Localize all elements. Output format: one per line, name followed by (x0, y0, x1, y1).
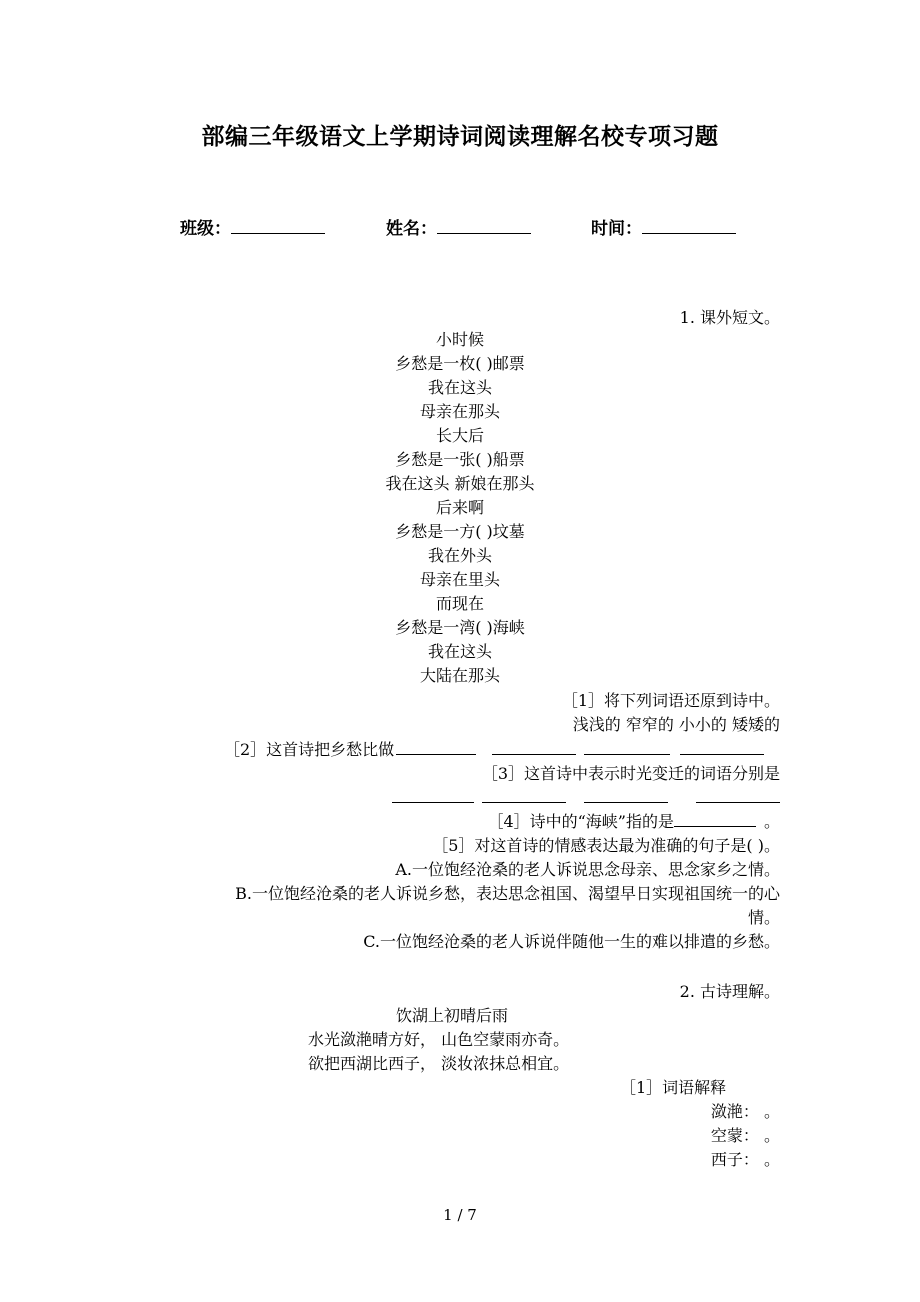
q2-heading: 2. 古诗理解。 (679, 982, 780, 1001)
term-definition: 空蒙： 。 (710, 1126, 780, 1145)
poem-line: 长大后 (435, 426, 484, 445)
term-definition: 西子： 。 (710, 1150, 780, 1169)
q1-sub2 (224, 738, 764, 762)
poem-line: 乡愁是一湾( )海峡 (395, 618, 525, 637)
poem-line: 而现在 (435, 594, 484, 613)
time-blank[interactable] (642, 219, 736, 234)
poem-line: 后来啊 (435, 498, 484, 517)
class-label: 班级： (180, 219, 231, 239)
class-field (180, 214, 325, 239)
answer-blank[interactable] (584, 740, 670, 755)
page-number: 1 / 7 (443, 1206, 477, 1224)
answer-blank[interactable] (482, 788, 566, 803)
poem-line: 乡愁是一方( )坟墓 (395, 522, 525, 541)
poem-line: 母亲在里头 (419, 570, 500, 589)
q1-sub3: ［3］这首诗中表示时光变迁的词语分别是 (481, 764, 780, 783)
name-field (386, 214, 531, 239)
poem-line: 母亲在那头 (419, 402, 500, 421)
poem-line: 我在外头 (427, 546, 492, 565)
poem-line: 大陆在那头 (419, 666, 500, 685)
q1-sub3-blanks (392, 786, 780, 810)
answer-blank[interactable] (584, 788, 668, 803)
answer-blank[interactable] (674, 812, 756, 827)
q1-heading: 1. 课外短文。 (679, 308, 780, 327)
answer-blank[interactable] (680, 740, 764, 755)
time-field (591, 214, 736, 239)
poem-line: 小时候 (435, 330, 484, 349)
q1-sub4-text: ［4］诗中的“海峡”指的是 (487, 812, 674, 831)
q2-poem-title: 饮湖上初晴后雨 (396, 1006, 509, 1025)
q2-poem-line: 水光潋滟晴方好， 山色空蒙雨亦奇。 (308, 1030, 570, 1049)
q2-sub1: ［1］词语解释 (620, 1078, 727, 1097)
option-a: A.一位饱经沧桑的老人诉说思念母亲、思念家乡之情。 (395, 860, 780, 879)
q1-sub2-text: ［2］这首诗把乡愁比做 (224, 740, 395, 759)
q1-sub5: ［5］对这首诗的情感表达最为准确的句子是( )。 (432, 836, 780, 855)
answer-blank[interactable] (392, 788, 474, 803)
q1-sub1-words: 浅浅的 窄窄的 小小的 矮矮的 (572, 715, 780, 734)
q2-poem-line: 欲把西湖比西子， 淡妆浓抹总相宜。 (308, 1054, 570, 1073)
poem-line: 乡愁是一枚( )邮票 (395, 354, 525, 373)
poem-line: 我在这头 新娘在那头 (385, 474, 535, 493)
name-label: 姓名： (386, 219, 437, 239)
q1-sub1: ［1］将下列词语还原到诗中。 (561, 691, 780, 710)
poem-line: 我在这头 (427, 378, 492, 397)
answer-blank[interactable] (492, 740, 576, 755)
page-title: 部编三年级语文上学期诗词阅读理解名校专项习题 (201, 124, 719, 150)
name-blank[interactable] (437, 219, 531, 234)
class-blank[interactable] (231, 219, 325, 234)
option-b-line2: 情。 (747, 908, 780, 927)
poem-line: 乡愁是一张( )船票 (395, 450, 525, 469)
q1-sub4-end: 。 (763, 812, 780, 831)
poem-line: 我在这头 (427, 642, 492, 661)
q1-sub4 (487, 810, 780, 834)
option-c: C.一位饱经沧桑的老人诉说伴随他一生的难以排遣的乡愁。 (363, 932, 780, 951)
answer-blank[interactable] (696, 788, 780, 803)
answer-blank[interactable] (396, 740, 476, 755)
term-definition: 潋滟： 。 (710, 1102, 780, 1121)
option-b-line1: B.一位饱经沧桑的老人诉说乡愁，表达思念祖国、渴望早日实现祖国统一的心 (235, 884, 780, 903)
time-label: 时间： (591, 219, 642, 239)
